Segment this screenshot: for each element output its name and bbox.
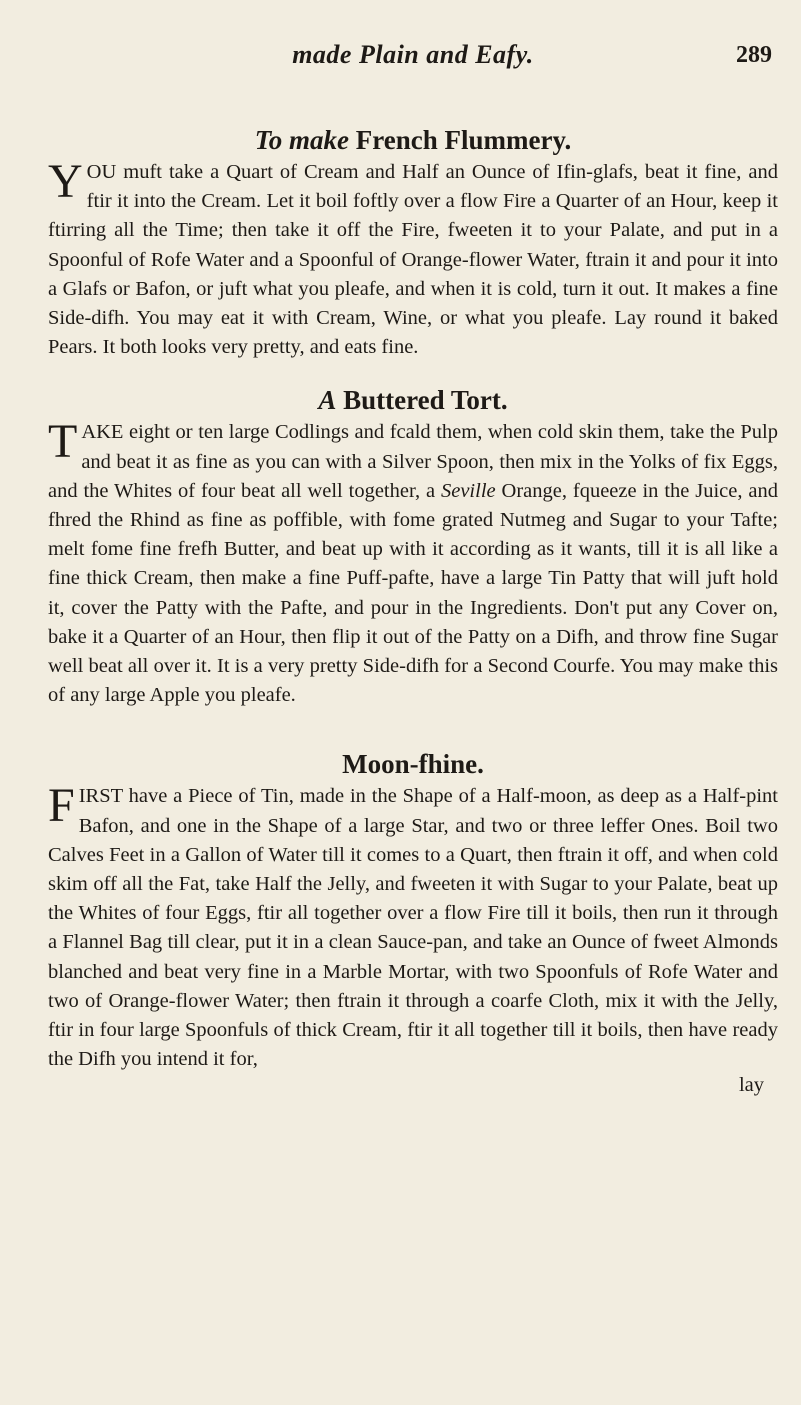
recipe-text (48, 155, 778, 362)
recipe-french-flummery (48, 122, 778, 362)
page-number: 289 (736, 42, 772, 68)
heading-italic: To make (254, 125, 350, 155)
heading-text: French Flummery. (349, 125, 572, 155)
recipe-heading (48, 382, 778, 418)
paragraph-text-continued: Orange, fqueeze in the Juice, and fhred the Rhind as fine as poffible, with fome grated Nutmeg and Sugar to your Tafte; melt fome fine frefh Butter, and beat up with it according as it wants, till it is all like a fine thick Cream, then make a fine Puff-pafte, have a large Tin Patty that will juft hold it, cover the Patty with the Pafte, and pour in the Ingredients. Don't put any Cover on, bake it a Quarter of an Hour, then flip it out of the Patty on a Difh, and throw fine Sugar well beat all over it. It is a very pretty Side-difh for a Second Courfe. You may make this of any large Apple you pleafe. (48, 479, 778, 707)
running-header (48, 30, 778, 78)
catchword: lay (738, 1074, 764, 1097)
book-page (48, 30, 778, 1390)
recipe-text (48, 415, 778, 710)
paragraph-text: AKE eight or ten large Codlings and fcald them, when cold skin them, take the Pulp and beat it as fine as you can with a Silver Spoon, then mix in the Yolks of fix Eggs, and the Whites of four beat all well together, a (48, 421, 778, 502)
recipe-heading (48, 122, 778, 158)
recipe-buttered-tort (48, 382, 778, 710)
heading-text: Buttered Tort. (336, 385, 508, 416)
italic-word: Seville (440, 479, 496, 502)
heading-italic: A (318, 385, 337, 416)
running-title: made Plain and Eafy. (292, 40, 534, 69)
drop-cap: T (48, 415, 78, 469)
recipe-text (48, 779, 778, 1074)
recipe-moon-shine (48, 746, 778, 1074)
paragraph-text: IRST have a Piece of Tin, made in the Shape of a Half-moon, as deep as a Half-pint Bafon, and one in the Shape of a large Star, and two or three leffer Ones. Boil two Calves Feet in a Gallon of Water till it comes to a Quart, then ftrain it off, and when cold skim off all the Fat, take Half the Jelly, and fweeten it with Sugar to your Palate, beat up the Whites of four Eggs, ftir all together over a flow Fire till it boils, then run it through a Flannel Bag till clear, put it in a clean Sauce-pan, and take an Ounce of fweet Almonds blanched and beat very fine in a Marble Mortar, with two Spoonfuls of Rofe Water and two of Orange-flower Water; then ftrain it through a coarfe Cloth, mix it with the Jelly, ftir in four large Spoonfuls of thick Cream, ftir it all together till it boils, then have ready the Difh you intend it for, (48, 785, 778, 1071)
drop-cap: Y (48, 155, 83, 208)
drop-cap: F (48, 779, 75, 833)
paragraph-text: OU muft take a Quart of Cream and Half an Ounce of Ifin-glafs, beat it fine, and ftir it into the Cream. Let it boil foftly over a flow Fire a Quarter of an Hour, keep it ftirring all the Time; then take it off the Fire, fweeten it to your Palate, and put in a Spoonful of Rofe Water and a Spoonful of Orange-flower Water, ftrain it and pour it into a Glafs or Bafon, or juft what you pleafe, and when it is cold, turn it out. It makes a fine Side-difh. You may eat it with Cream, Wine, or what you pleafe. Lay round it baked Pears. It both looks very pretty, and eats fine. (48, 161, 778, 359)
recipe-heading: Moon-fhine. (342, 749, 484, 780)
